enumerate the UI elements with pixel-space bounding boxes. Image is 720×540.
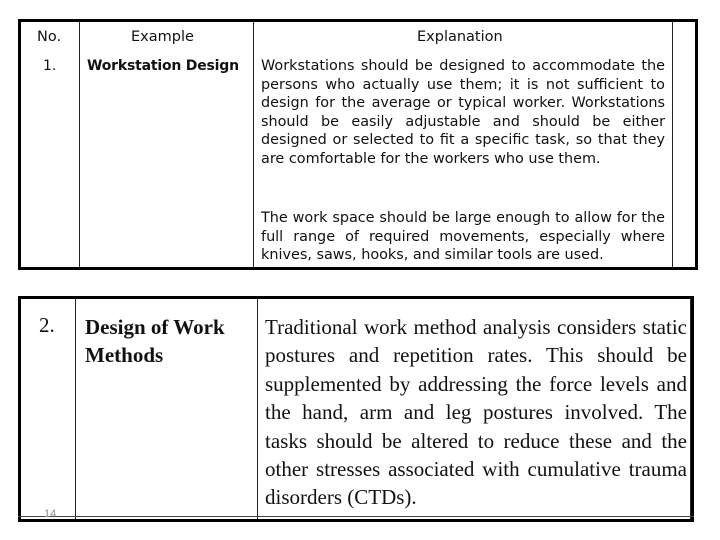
column-divider [257,299,258,519]
row-number: 1. [43,58,57,74]
column-divider [79,22,80,267]
column-divider [672,22,673,267]
row-example: Design of Work Methods [85,315,225,367]
explanation-paragraph: The work space should be large enough to allow for the full range of required movements, especially where knives, saws, hooks, and similar tools are used. [261,210,665,263]
explanation-paragraph: Traditional work method analysis considers static postures and repetition rates. This should be supplemented by addressing the force levels and the hand, arm and leg postures involved. The tasks should be altered to reduce these and the other stresses associated with cumulative trauma disorders (CTDs). [265,315,687,510]
row-number: 2. [39,313,55,337]
column-divider [253,22,254,267]
header-example: Example [131,29,194,45]
workstation-design-table [18,19,698,270]
explanation-paragraph: Workstations should be designed to accommodate the persons who actually use them; it is not sufficient to design for the average or typical worker. Workstations should be easily adjustable and should be either designed or selected to fit a specific task, so that they are comfortable for the workers who use them. [261,58,665,167]
row-example: Workstation Design [87,58,239,74]
column-divider [75,299,76,519]
table-bottom-rule [18,516,694,517]
column-divider [690,299,691,519]
work-methods-table [18,296,694,522]
header-explanation: Explanation [417,29,503,45]
header-no: No. [37,29,62,45]
page-number: 14 [44,508,57,520]
